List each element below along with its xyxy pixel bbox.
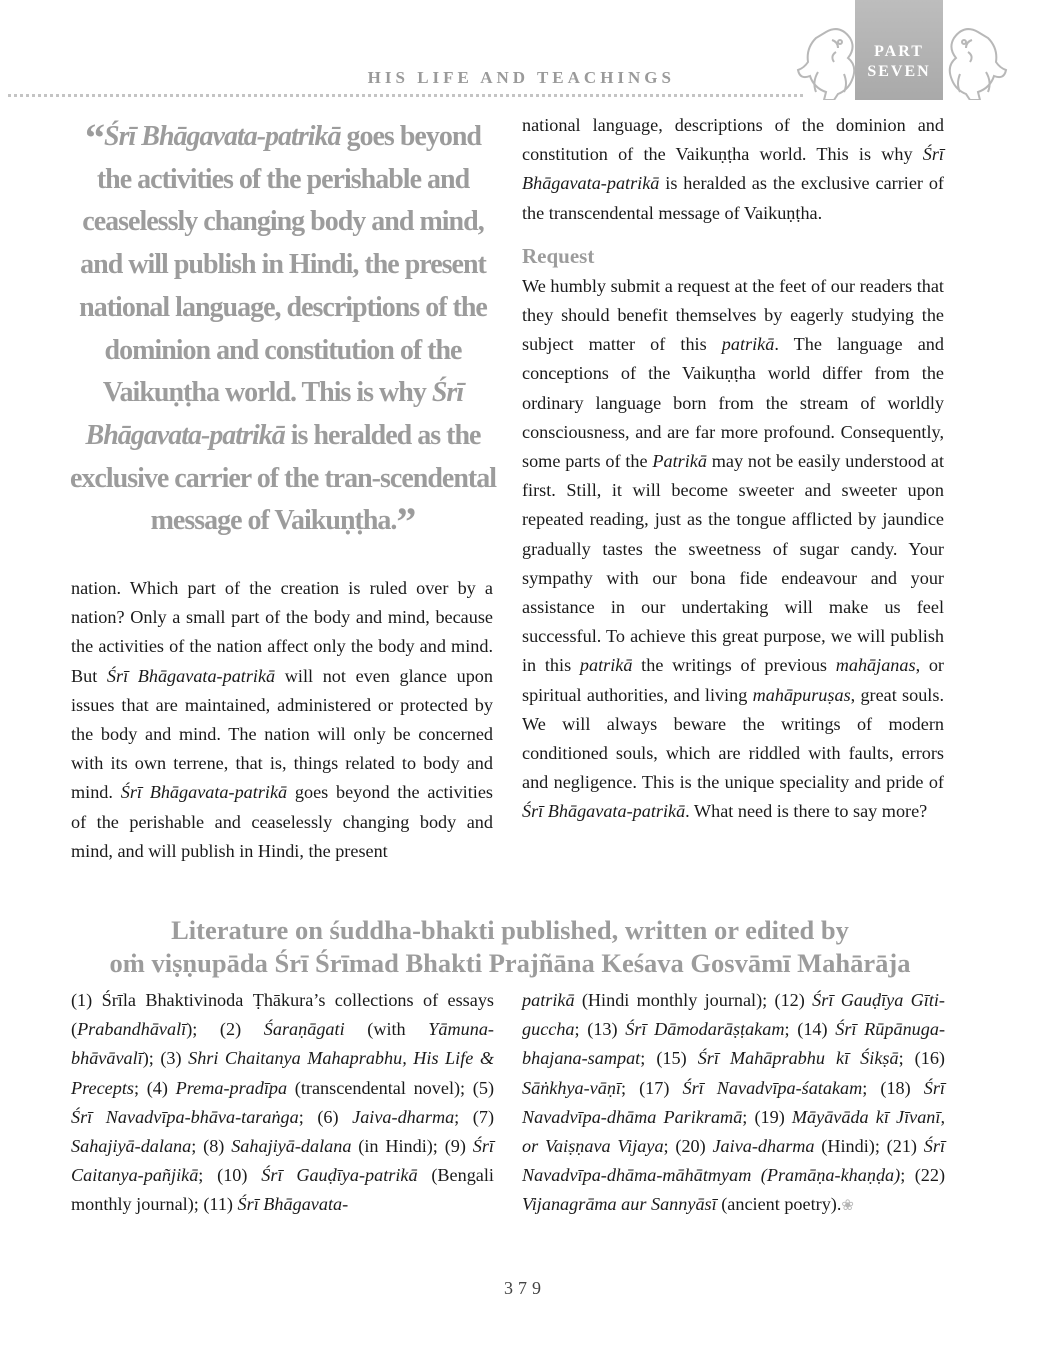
list-text: (transcendental novel); (5) xyxy=(287,1077,495,1098)
body-text: goes beyond the activities of the perishable and ceaselessly changing body and mind, and will publish in Hindi, the present xyxy=(71,782,493,861)
list-text: (in Hindi); (9) xyxy=(351,1136,473,1157)
list-text: ; (15) xyxy=(640,1048,698,1069)
list-text: ; (6) xyxy=(298,1106,353,1127)
body-text: , great souls. We will always beware the writings of modern conditioned souls, which are riddled with faults, errors and negligence. This is the unique speciality and pride of xyxy=(522,684,944,793)
book-title: Śaraṇāgati xyxy=(263,1019,345,1040)
body-text: . The language and conceptions of the Vaikuṇṭha world differ from the ordinary language born from the stream of worldly consciousness, and are far more profound. Consequently, some parts of the xyxy=(522,334,944,472)
list-text: ; (13) xyxy=(574,1019,626,1040)
list-text: ; (20) xyxy=(663,1136,713,1157)
part-tab xyxy=(855,0,943,100)
body-text: nation. Which part of the creation is ruled over by a nation? Only a small part of the body and mind, because the activities of the nation affect only the body and mind. But xyxy=(71,578,493,686)
dotted-divider xyxy=(8,94,803,97)
italic-title: Śrī Bhāgavata-patrikā xyxy=(106,665,276,686)
literature-list-left xyxy=(71,986,494,1220)
part-number-label: SEVEN xyxy=(867,63,931,80)
list-text: (Hindi); (21) xyxy=(814,1136,924,1157)
page-number: 379 xyxy=(504,1278,546,1298)
book-title: Yāmuna-bhāvāvalī xyxy=(71,1019,494,1069)
body-text: the writings of previous xyxy=(632,655,836,676)
open-quote-mark: “ xyxy=(85,115,105,160)
left-column xyxy=(71,574,493,866)
list-text: ; (7) xyxy=(454,1106,494,1127)
list-text: ); (2) xyxy=(186,1019,264,1040)
section-heading-request: Request xyxy=(522,243,595,268)
book-title: Śrī Gauḍīya-patrikā xyxy=(261,1165,418,1186)
body-paragraph xyxy=(71,574,493,866)
book-title: Śrī Navadvīpa-dhāma Parikramā xyxy=(522,1077,945,1127)
list-text: ; (18) xyxy=(862,1077,924,1098)
list-text: (with xyxy=(344,1019,429,1040)
book-title: patrikā xyxy=(522,990,575,1010)
book-title: Sahajiyā-dalana xyxy=(231,1136,352,1157)
book-title: Jaiva-dharma xyxy=(712,1136,815,1157)
book-title: Śrī Bhāgavata- xyxy=(237,1194,349,1215)
italic-title: Śrī Bhāgavata-patrikā xyxy=(522,144,944,194)
list-text: (ancient poetry). xyxy=(716,1194,842,1215)
book-title: Śrī Caitanya-pañjikā xyxy=(71,1136,494,1186)
end-mark-icon: ❀ xyxy=(841,1198,854,1215)
list-text: ; (14) xyxy=(784,1019,836,1040)
literature-heading-line: oṁ viṣṇupāda Śrī Śrīmad Bhakti Prajñāna Keśava Gosvāmī Mahārāja xyxy=(109,948,911,978)
italic-term: mahājanas xyxy=(835,655,916,676)
list-text: ; (4) xyxy=(133,1077,176,1098)
book-title: Prabandhāvalī xyxy=(77,1019,187,1040)
list-text: ; (10) xyxy=(198,1165,262,1186)
book-title: Śrī Navadvīpa-śatakam xyxy=(682,1077,863,1098)
list-text: ; (17) xyxy=(620,1077,683,1098)
book-title: Śrī Dāmodarāṣṭakam xyxy=(625,1019,785,1040)
body-paragraph xyxy=(522,111,944,228)
list-text: ; (19) xyxy=(742,1106,792,1127)
list-text: (1) Śrīla Bhaktivinoda Ṭhākura’s collections of essays ( xyxy=(71,990,494,1040)
list-text: (Bengali monthly journal); (11) xyxy=(71,1165,494,1215)
book-title: Śrī Rūpānuga-bhajana-sampat xyxy=(522,1019,945,1069)
running-head: HIS LIFE AND TEACHINGS xyxy=(367,68,675,87)
body-text: , or spiritual authorities, and living xyxy=(522,655,944,705)
body-text: is heralded as the exclusive carrier of the transcendental message of Vaikuṇṭha. xyxy=(522,173,944,223)
literature-list-right xyxy=(522,986,945,1222)
list-text: ; (16) xyxy=(898,1048,945,1069)
close-quote-mark: ” xyxy=(396,499,416,545)
body-paragraph xyxy=(522,272,944,827)
book-title: Śrī Navadvīpa-dhāma-māhātmyam (Pramāṇa-khaṇḍa) xyxy=(522,1136,946,1186)
lion-emblem-icon xyxy=(942,22,1008,100)
body-text: may not be easily understood at first. Still, it will become sweeter and sweeter upon repeated reading, just as the tongue afflicted by jaundice gradually tastes the sweetness of sugar candy. Your sympathy with our bona fide endeavour and your assistance in our undertaking will make us feel successful. To achieve this great purpose, we will publish in this xyxy=(522,451,944,676)
book-title: Śrī Mahāprabhu kī Śikṣā xyxy=(697,1048,899,1069)
right-column xyxy=(522,111,944,827)
italic-term: patrikā xyxy=(579,655,633,676)
pull-quote-title: Śrī Bhāgavata-patrikā xyxy=(85,377,464,451)
italic-term: mahāpuruṣas xyxy=(752,684,851,705)
list-text: (Hindi monthly journal); (12) xyxy=(574,990,813,1010)
literature-heading xyxy=(40,914,980,980)
book-title: Śrī Gauḍīya Gīti-guccha xyxy=(522,990,945,1040)
book-title: Shri Chaitanya Mahaprabhu, His Life & Precepts xyxy=(71,1048,494,1098)
body-text: national language, descriptions of the dominion and constitution of the Vaikuṇṭha world. This is why xyxy=(522,115,944,165)
body-text: will not even glance upon issues that are maintained, administered or protected by the body and mind. The nation will only be concerned with its own terrene, that is, things related to body and mind. xyxy=(71,665,493,803)
book-title: Vijanagrāma aur Sannyāsī xyxy=(522,1194,717,1215)
book-title: Māyāvāda kī Jīvanī, or Vaiṣṇava Vijaya xyxy=(522,1106,945,1157)
italic-term: patrikā xyxy=(721,334,775,355)
book-title: Sāṅkhya-vāṇī xyxy=(522,1077,621,1098)
lion-emblem-icon xyxy=(796,22,862,100)
body-text: . What need is there to say more? xyxy=(685,801,928,822)
list-text: ; (22) xyxy=(900,1165,945,1186)
pull-quote-text: goes beyond the activities of the perishable and ceaselessly changing body and mind, and will publish in Hindi, the present national language, descriptions of the dominion and constitution of the Vaikuṇṭha world. This is why xyxy=(79,121,487,409)
italic-title: Śrī Bhāgavata-patrikā xyxy=(522,801,686,822)
book-title: Sahajiyā-dalana xyxy=(71,1136,192,1157)
list-text: ); (3) xyxy=(142,1048,189,1069)
pull-quote-title: Śrī Bhāgavata-patrikā xyxy=(104,121,341,152)
book-title: Śrī Navadvīpa-bhāva-taraṅga xyxy=(71,1106,299,1127)
list-text: ; (8) xyxy=(191,1136,232,1157)
pull-quote xyxy=(68,116,498,543)
italic-term: Patrikā xyxy=(652,451,707,472)
body-text: We humbly submit a request at the feet of our readers that they should benefit themselves by eagerly studying the subject matter of this xyxy=(522,275,944,355)
part-label: PART xyxy=(874,43,924,60)
pull-quote-text: is heralded as the exclusive carrier of the tran-scendental message of Vaikuṇṭha. xyxy=(69,419,497,537)
literature-heading-line: Literature on śuddha-bhakti published, written or edited by xyxy=(171,915,849,945)
book-title: Prema-pradīpa xyxy=(175,1077,288,1098)
italic-title: Śrī Bhāgavata-patrikā xyxy=(120,782,288,803)
book-title: Jaiva-dharma xyxy=(352,1106,455,1127)
